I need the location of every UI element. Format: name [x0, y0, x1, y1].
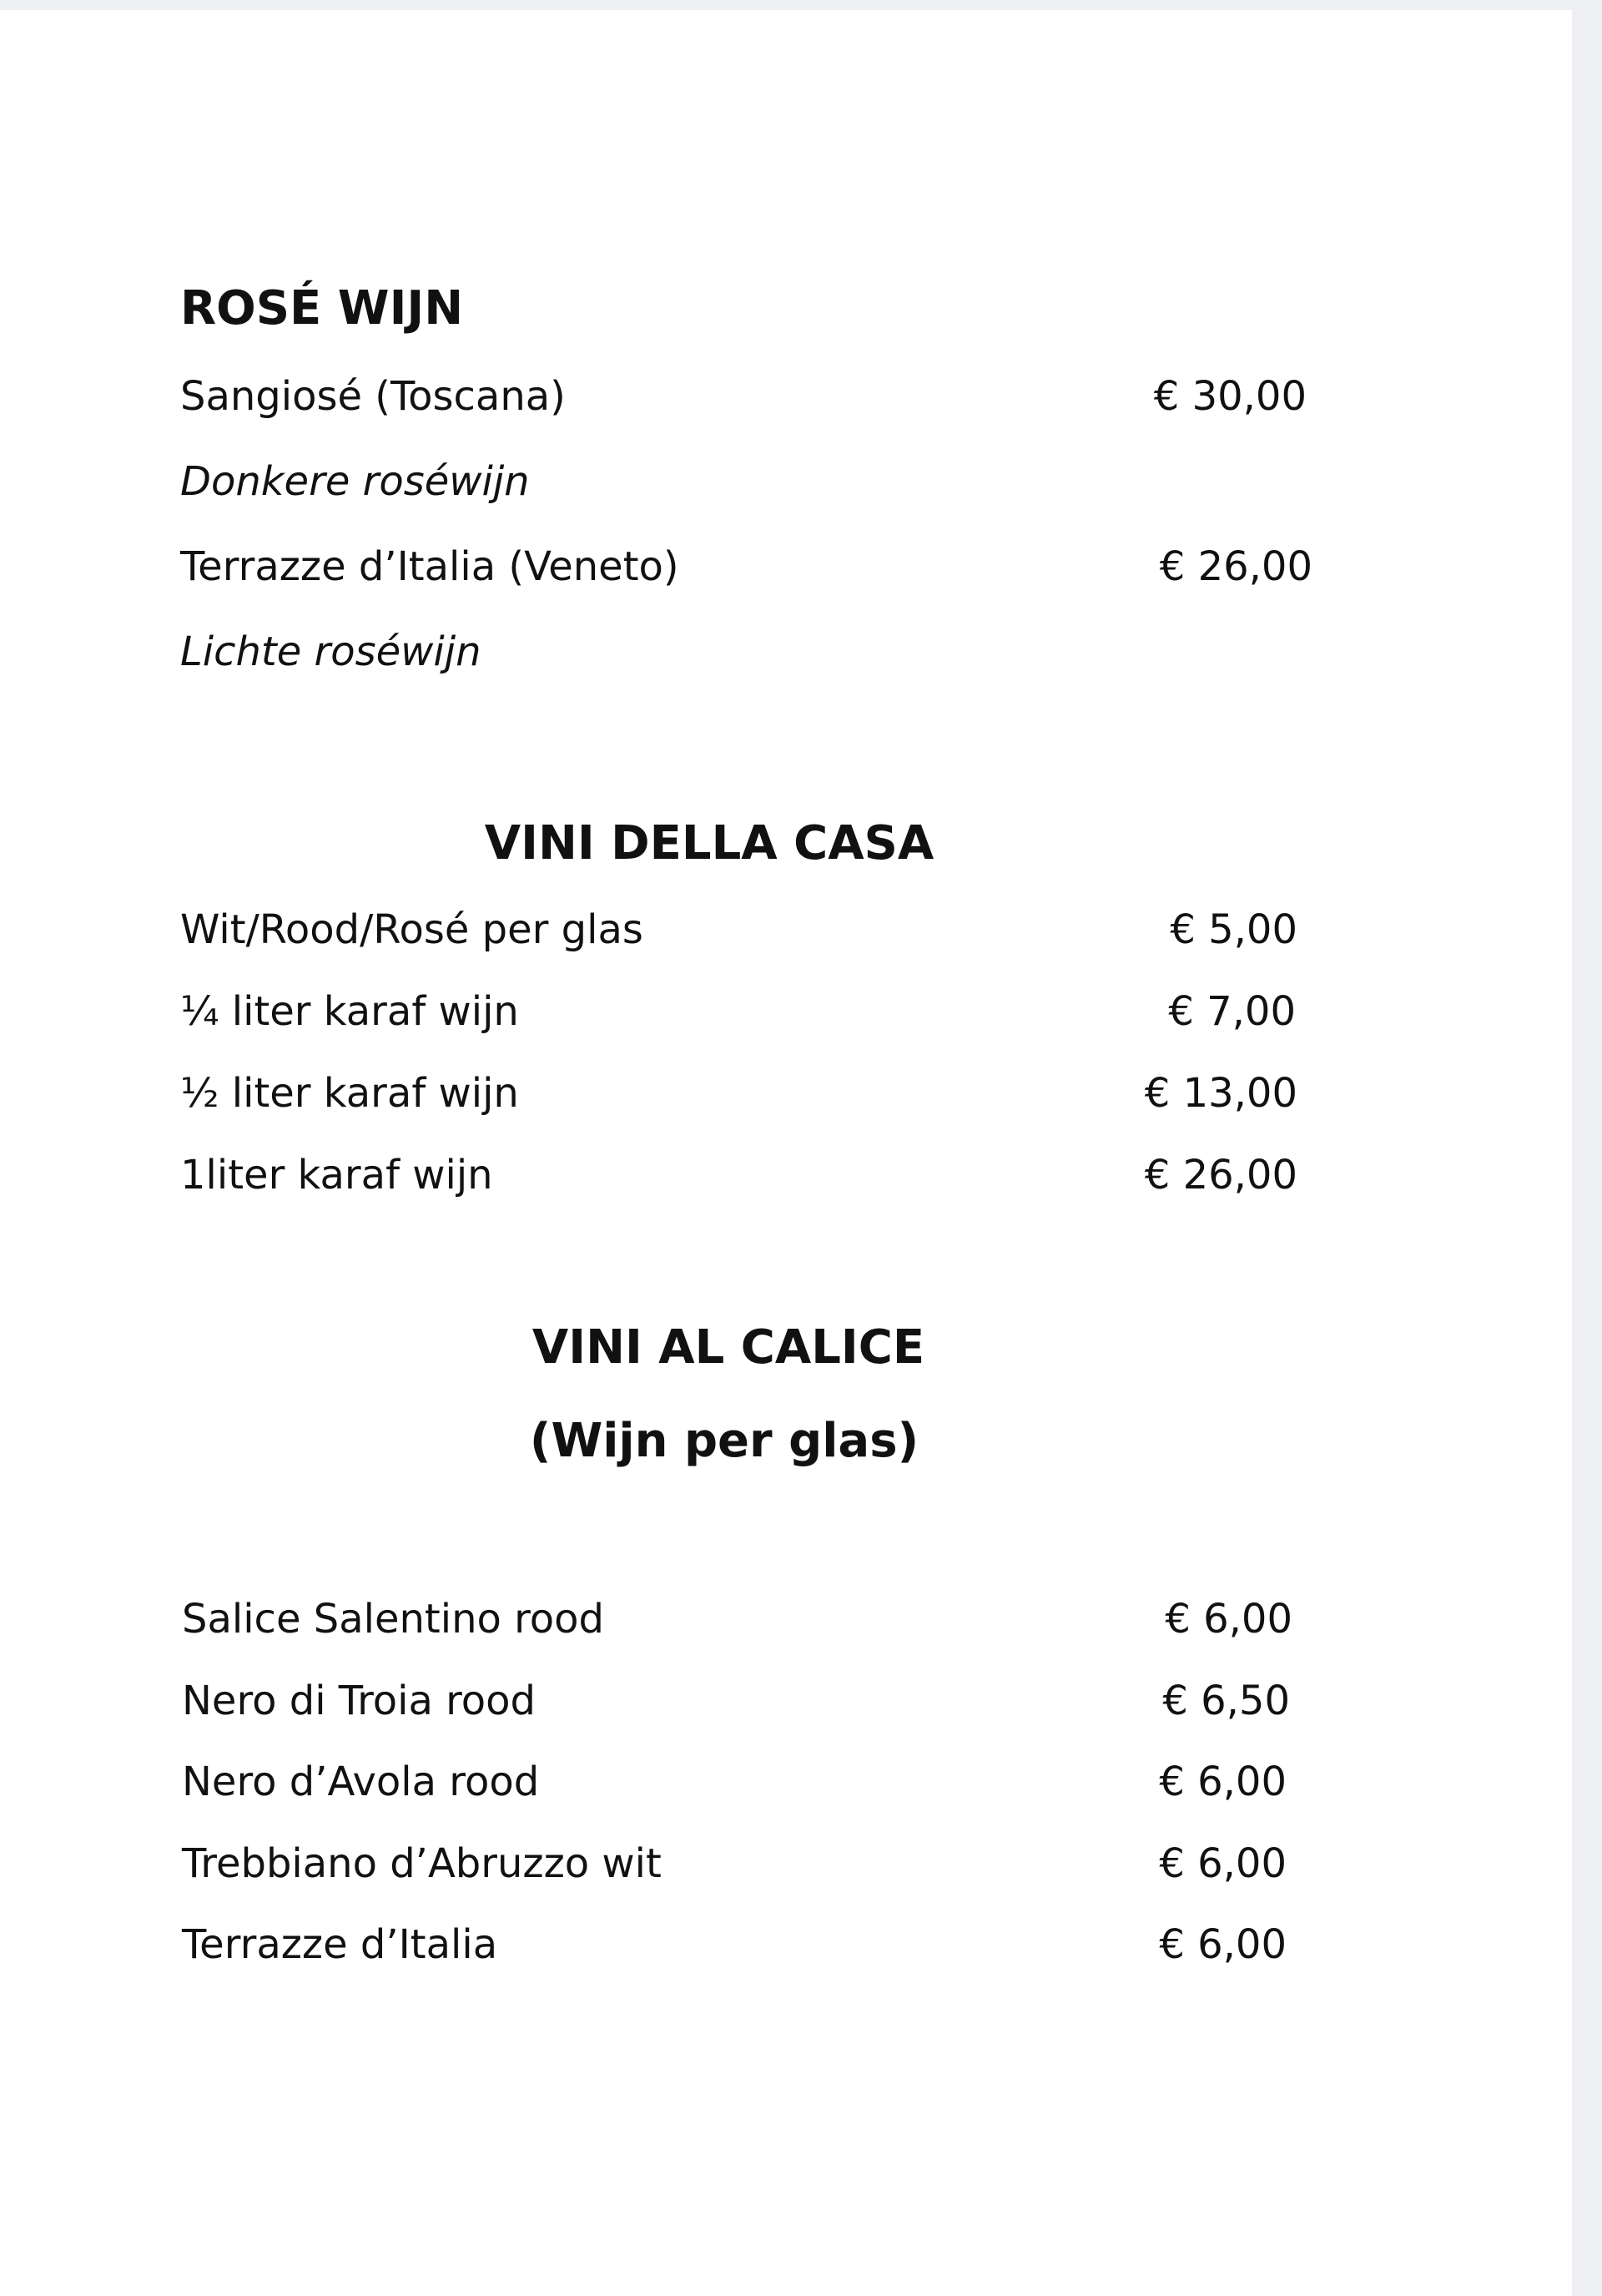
menu-item-name: Salice Salentino rood — [182, 1596, 604, 1643]
menu-item-price: € 6,00 — [1159, 1921, 1287, 1968]
menu-item-name: Nero d’Avola rood — [182, 1759, 540, 1805]
menu-item-name: Wit/Rood/Rosé per glas — [180, 906, 643, 953]
menu-item-price: € 7,00 — [1168, 988, 1296, 1035]
menu-item-name: Trebbiano d’Abruzzo wit — [182, 1840, 662, 1887]
menu-item-price: € 30,00 — [1153, 373, 1307, 420]
menu-item-price: € 26,00 — [1144, 1152, 1297, 1198]
rose-wijn-title: ROSÉ WIJN — [180, 281, 464, 336]
menu-item-name: Sangiosé (Toscana) — [180, 373, 566, 420]
menu-item-price: € 6,50 — [1162, 1678, 1290, 1724]
menu-item-note: Donkere roséwijn — [180, 458, 530, 505]
page-right-edge — [1572, 0, 1602, 2296]
menu-item-note: Lichte roséwijn — [180, 628, 481, 675]
menu-item-name: 1liter karaf wijn — [180, 1152, 493, 1198]
menu-item-name: Nero di Troia rood — [182, 1678, 537, 1724]
vini-al-calice-title: VINI AL CALICE — [531, 1320, 925, 1375]
menu-item-name: ½ liter karaf wijn — [180, 1070, 519, 1117]
menu-item-name: Terrazze d’Italia (Veneto) — [180, 543, 679, 590]
page-top-edge — [0, 0, 1602, 10]
menu-item-name: ¼ liter karaf wijn — [180, 988, 519, 1035]
menu-item-price: € 5,00 — [1170, 906, 1297, 953]
menu-item-price: € 6,00 — [1165, 1596, 1292, 1643]
menu-item-price: € 26,00 — [1159, 543, 1312, 590]
menu-item-price: € 6,00 — [1159, 1840, 1287, 1887]
menu-item-price: € 6,00 — [1159, 1759, 1287, 1805]
menu-item-name: Terrazze d’Italia — [182, 1921, 498, 1968]
vini-al-calice-subtitle: (Wijn per glas) — [529, 1414, 919, 1468]
menu-item-price: € 13,00 — [1144, 1070, 1297, 1117]
vini-della-casa-title: VINI DELLA CASA — [484, 816, 934, 870]
